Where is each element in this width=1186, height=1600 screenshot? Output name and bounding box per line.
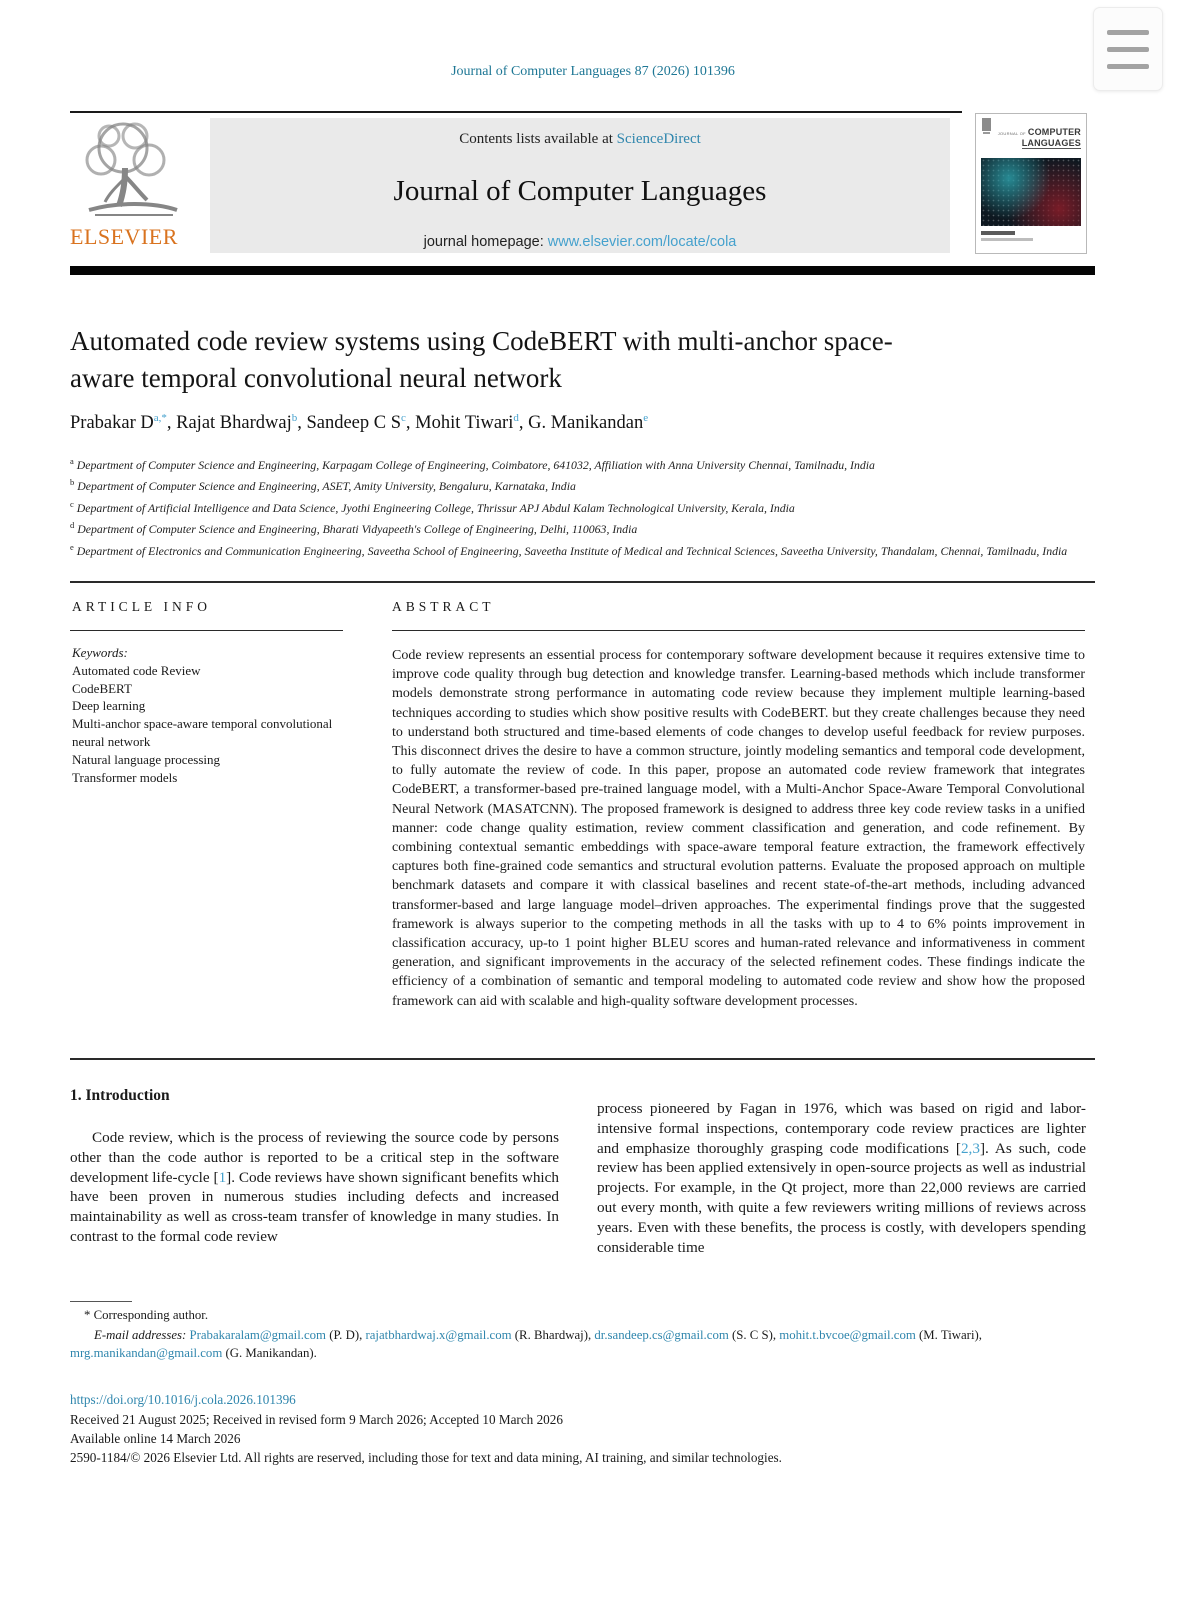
email-link[interactable]: rajatbhardwaj.x@gmail.com xyxy=(365,1328,512,1342)
author-affil-marker: d xyxy=(513,412,519,424)
email-link[interactable]: dr.sandeep.cs@gmail.com xyxy=(594,1328,729,1342)
affiliation-line: $^e$ Department of Electronics and Communication Engineering, Saveetha School of Engineering, Saveetha Institute of Medical and Technical Sciences, Saveetha University, Thandalam, Chennai, Tamilnadu, India xyxy=(70,541,1068,558)
journal-citation: Journal of Computer Languages 87 (2026) 101396 xyxy=(451,64,735,79)
elsevier-tree-icon xyxy=(70,118,195,222)
affiliation-line: $^b$ Department of Computer Science and Engineering, ASET, Amity University, Bengaluru, Karnataka, India xyxy=(70,477,576,494)
keyword: Automated code Review xyxy=(72,662,201,678)
cover-elsevier-mark-icon xyxy=(982,118,991,131)
email-link[interactable]: mohit.t.bvcoe@gmail.com xyxy=(779,1328,916,1342)
email-link[interactable]: mrg.manikandan@gmail.com xyxy=(70,1346,223,1360)
cover-artwork xyxy=(981,158,1081,226)
article-info-heading: ARTICLE INFO xyxy=(72,599,212,614)
author: Mohit Tiwari xyxy=(415,413,514,434)
paper-title: Automated code review systems using CodeBERT with multi-anchor space-aware temporal convolutional neural network xyxy=(70,326,893,393)
keywords-label: Keywords: xyxy=(72,645,128,660)
sciencedirect-link[interactable]: ScienceDirect xyxy=(616,131,701,147)
author-affil-marker: b xyxy=(291,412,298,424)
available-online: Available online 14 March 2026 xyxy=(70,1431,241,1446)
header-rule xyxy=(70,111,962,113)
introduction-column-left: Code review, which is the process of reviewing the source code by persons other than the code author is reported to be a critical step in the software development life-cycle [1]. Code reviews have shown significant benefits which have been proven in numerous studies including defects and increased maintainability as well as cross-team transfer of knowledge in many studies. In contrast to the formal code review xyxy=(70,1129,559,1245)
keyword: Deep learning xyxy=(72,698,146,714)
affiliation-line: $^a$ Department of Computer Science and Engineering, Karpagam College of Engineering, Coimbatore, 641032, Affiliation with Anna University Chennai, Tamilnadu, India xyxy=(70,456,875,472)
author: Prabakar D xyxy=(70,413,154,434)
email-link[interactable]: Prabakaralam@gmail.com xyxy=(189,1328,327,1342)
keyword: Natural language processing xyxy=(72,751,221,767)
reference-link-1[interactable]: 1 xyxy=(218,1168,227,1186)
introduction-column-right: process pioneered by Fagan in 1976, which was based on rigid and labor-intensive formal inspections, contemporary code review practices are lighter and emphasize thoroughly grasping code modifications [2,3]. As such, code review has been applied extensively in open-source projects as well as industrial projects. For example, in the Qt project, more than 22,000 reviews are carried out every month, with quite a few reviewers writing millions of reviews across years. Even with these benefits, the process is costly, with developers spending considerable time xyxy=(597,1100,1086,1256)
author-affil-marker: a,* xyxy=(153,412,167,424)
section-divider xyxy=(70,1058,1095,1060)
cover-footer-mark xyxy=(981,231,1015,235)
corresponding-author-note: * Corresponding author. xyxy=(84,1308,209,1322)
abstract-rule xyxy=(392,630,1085,631)
elsevier-logo xyxy=(70,118,195,256)
keyword: CodeBERT xyxy=(72,680,132,696)
authors-line: Prabakar $D^{a,*}$, Rajat Bhardwaj$^b$, Sandeep C $S^c$, Mohit Tiwari$^d$, G. Manikandan$^e$ xyxy=(70,412,649,434)
abstract-heading: ABSTRACT xyxy=(392,599,495,614)
author: Rajat Bhardwaj xyxy=(176,413,292,434)
section-divider xyxy=(70,581,1095,583)
footnote-rule xyxy=(70,1301,132,1302)
doi-line xyxy=(70,1392,296,1408)
keyword: Multi-anchor space-aware temporal convolutional neural network xyxy=(72,716,333,749)
affiliation-line: $^d$ Department of Computer Science and Engineering, Bharati Vidyapeeth's College of Engineering, Delhi, 110063, India xyxy=(70,520,638,537)
elsevier-wordmark: ELSEVIER xyxy=(70,224,178,249)
homepage-link[interactable]: www.elsevier.com/locate/cola xyxy=(547,234,737,250)
journal-cover-thumbnail xyxy=(975,113,1087,254)
email-addresses: E-mail addresses: Prabakaralam@gmail.com (P. D), rajatbhardwaj.x@gmail.com (R. Bhardwaj), dr.sandeep.cs@gmail.com (S. C S), mohit.t.bvcoe@gmail.com (M. Tiwari), mrg.manikandan@gmail.com (G. Manikandan). xyxy=(70,1328,982,1360)
article-info-rule xyxy=(70,630,343,631)
received-dates: Received 21 August 2025; Received in revised form 9 March 2026; Accepted 10 March 2026 xyxy=(70,1412,563,1427)
journal-banner xyxy=(210,118,950,253)
abstract-text: Code review represents an essential process for contemporary software development because it requires extensive time to improve code quality through bug detection and knowledge transfer. Learning-based methods which include transformer models demonstrate strong performance in automating code review because they implement multiple learning-based techniques according to studies which show positive results with CodeBERT. but they create challenges because they need to understand both structured and time-based elements of code changes to develop useful feedback for review purposes. This disconnect drives the desire to have a common structure, jointly modeling semantics and temporal code development, to fully automate the review of code. In this paper, propose an automated code review framework that integrates CodeBERT, a transformer-based pre-trained language model, with a Multi-Anchor Space-Aware Temporal Convolutional Neural Network (MASATCNN). The proposed framework is designed to address three key code review tasks in a unified manner: code change quality estimation, review comment classification and generation, and code refinement. By combining contextual semantic embeddings with space-aware temporal feature extraction, the framework effectively captures both fine-grained code semantics and structural evolution patterns. Evaluate the proposed approach on multiple benchmark datasets and compare it with classical baselines and recent state-of-the-art methods, including advanced transformer-based and large language model–driven approaches. The experimental findings prove that the suggested framework is always superior to the competing methods in all the tasks with up to 4 to 6% points improvement in classification accuracy, up-to 1 point higher BLEU scores and human-rated relevance and informativeness in comment generation, and significant improvements in the accuracy of the selected refinement codes. These findings indicate the efficiency of a combination of semantic and temporal modeling to automated code review and show how the proposed framework can aid with scalable and high-quality software development processes. xyxy=(392,648,1085,1009)
author: G. Manikandan xyxy=(528,413,644,434)
menu-button[interactable] xyxy=(1093,7,1163,91)
cover-title: JOURNAL OF COMPUTER LANGUAGES xyxy=(997,127,1081,148)
copyright-line: 2590-1184/© 2026 Elsevier Ltd. All rights are reserved, including those for text and data mining, AI training, and similar technologies. xyxy=(70,1450,782,1465)
author-affil-marker: e xyxy=(643,412,649,424)
keywords-block xyxy=(72,644,352,786)
affiliation-line: $^c$ Department of Artificial Intelligence and Data Science, Jyothi Engineering College, Thrissur APJ Abdul Kalam Technological University, Kerala, India xyxy=(70,498,795,515)
journal-title: Journal of Computer Languages xyxy=(393,175,767,207)
introduction-heading: 1. Introduction xyxy=(70,1087,170,1104)
banner-bottom-bar xyxy=(70,266,1095,275)
affiliations xyxy=(70,453,1085,560)
author-affil-marker: c xyxy=(401,412,406,424)
reference-link-2-3[interactable]: 2,3 xyxy=(960,1139,980,1157)
cover-footer-line xyxy=(981,238,1033,241)
author: Sandeep C S xyxy=(306,413,402,434)
doi-link[interactable]: https://doi.org/10.1016/j.cola.2026.101396 xyxy=(70,1392,296,1407)
keyword: Transformer models xyxy=(72,769,178,785)
homepage-line: journal homepage: www.elsevier.com/locate/cola xyxy=(423,234,737,250)
contents-line: Contents lists available at ScienceDirect xyxy=(459,131,701,147)
